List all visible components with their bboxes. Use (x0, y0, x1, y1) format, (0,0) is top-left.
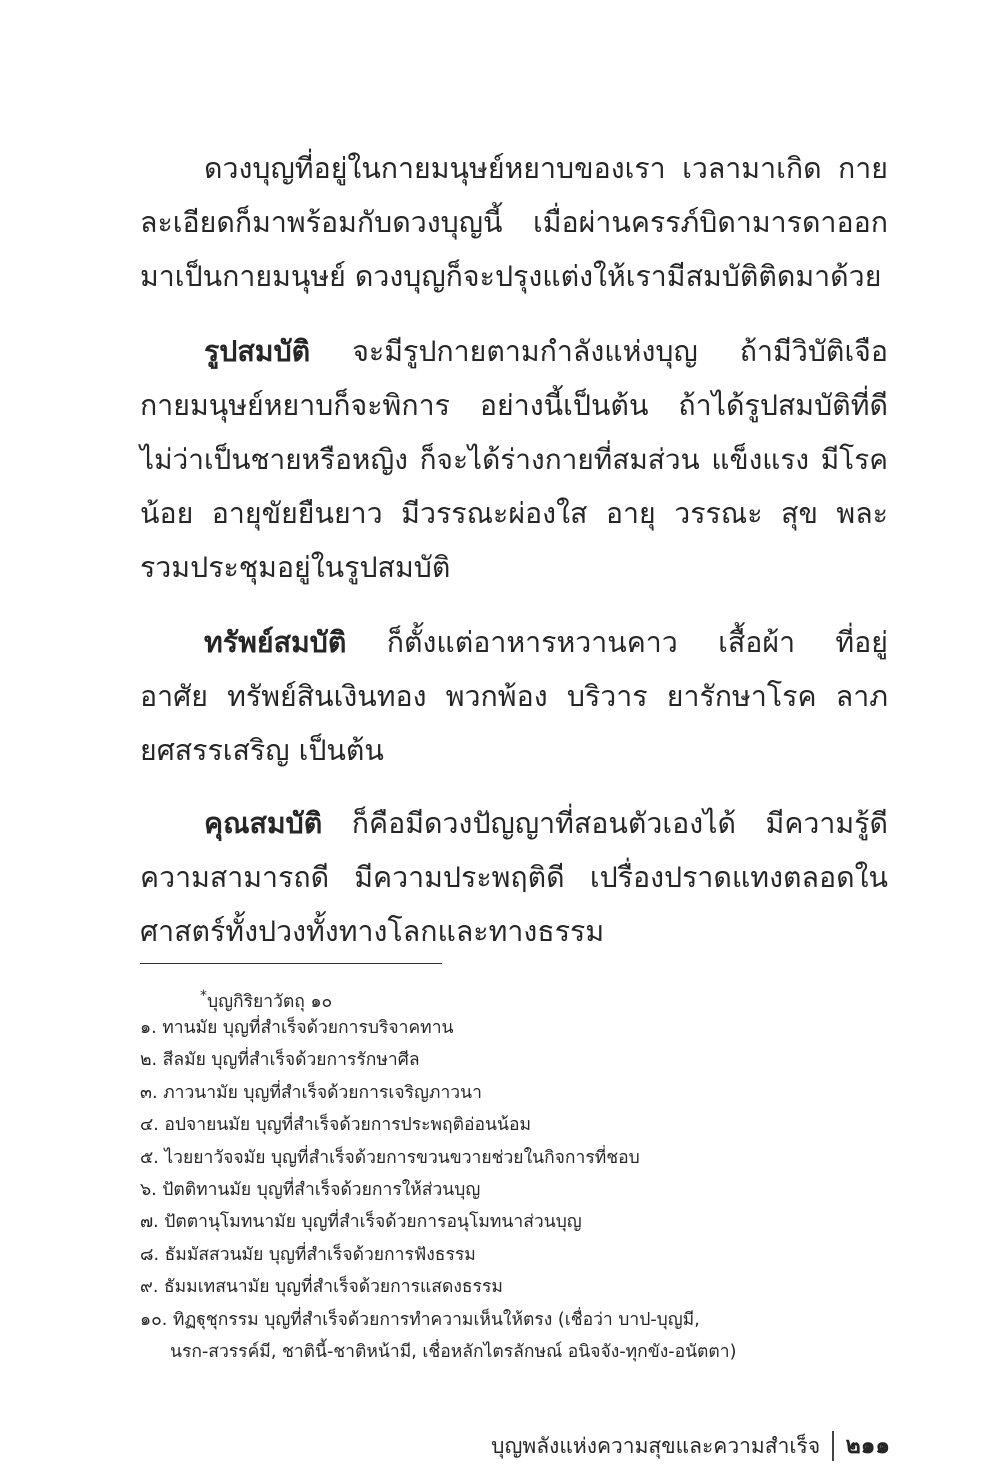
text-line: ความสามารถดี มีความประพฤติดี เปรื่องปราดแทงตลอดใน (140, 861, 888, 894)
footnote-item: ๔. อปจายนมัย บุญที่สำเร็จด้วยการประพฤติอ่อนน้อม (140, 1115, 531, 1136)
footnote-title-text: บุญกิริยาวัตถุ ๑๐ (207, 991, 333, 1012)
text-span: จะมีรูปกายตามกำลังแห่งบุญ ถ้ามีวิบัติเจือ (310, 335, 888, 368)
text-span: ก็ตั้งแต่อาหารหวานคาว เสื้อผ้า ที่อยู่ (346, 626, 888, 659)
text-line: ศาสตร์ทั้งปวงทั้งทางโลกและทางธรรม (140, 915, 605, 948)
text-line: ละเอียดก็มาพร้อมกับดวงบุญนี้ เมื่อผ่านครรภ์บิดามารดาออก (140, 206, 888, 239)
paragraph-khun-sombat (140, 797, 888, 959)
footnote-item: ๘. ธัมมัสสวนมัย บุญที่สำเร็จด้วยการฟังธรรม (140, 1244, 476, 1265)
footer-separator (832, 1431, 834, 1461)
term-heading: ทรัพย์สมบัติ (204, 626, 347, 659)
text-line: กายมนุษย์หยาบก็จะพิการ อย่างนี้เป็นต้น ถ้าได้รูปสมบัติที่ดี (140, 389, 888, 422)
footnote-item: ๑. ทานมัย บุญที่สำเร็จด้วยการบริจาคทาน (140, 1018, 454, 1038)
paragraph-sap-sombat (140, 616, 888, 778)
page-footer (491, 1428, 890, 1464)
term-heading: คุณสมบัติ (204, 807, 323, 840)
footnote-item: ๙. ธัมมเทสนามัย บุญที่สำเร็จด้วยการแสดงธรรม (140, 1277, 503, 1298)
text-line (140, 616, 888, 670)
footnote-title (140, 980, 900, 1012)
page-number: ๒๑๑ (845, 1433, 890, 1459)
text-line: อาศัย ทรัพย์สินเงินทอง พวกพ้อง บริวาร ยารักษาโรค ลาภ (140, 680, 888, 713)
text-line: ยศสรรเสริญ เป็นต้น (140, 734, 384, 767)
footnote-item: ๒. สีลมัย บุญที่สำเร็จด้วยการรักษาศีล (140, 1050, 420, 1071)
footnote-marker: * (200, 988, 207, 1004)
paragraph-intro (140, 142, 888, 304)
text-line: ดวงบุญที่อยู่ในกายมนุษย์หยาบของเรา เวลามาเกิด กาย (204, 152, 888, 185)
paragraph-rupa-sombat (140, 325, 888, 595)
text-line: ไม่ว่าเป็นชายหรือหญิง ก็จะได้ร่างกายที่สมส่วน แข็งแรง มีโรค (140, 443, 888, 476)
text-span: ก็คือมีดวงปัญญาที่สอนตัวเองได้ มีความรู้ดี (322, 807, 888, 840)
footnote-item: ๗. ปัตตานุโมทนามัย บุญที่สำเร็จด้วยการอนุโมทนาส่วนบุญ (140, 1212, 582, 1233)
footnote-item-continuation: นรก-สวรรค์มี, ชาตินี้-ชาติหน้ามี, เชื่อหลักไตรลักษณ์ อนิจจัง-ทุกขัง-อนัตตา) (170, 1341, 737, 1362)
footnote-item: ๑๐. ทิฏฐุชุกรรม บุญที่สำเร็จด้วยการทำความเห็นให้ตรง (เชื่อว่า บาป-บุญมี, (140, 1309, 700, 1330)
footnote-item: ๕. ไวยยาวัจจมัย บุญที่สำเร็จด้วยการขวนขวายช่วยในกิจการที่ชอบ (140, 1147, 640, 1168)
text-line: น้อย อายุขัยยืนยาว มีวรรณะผ่องใส อายุ วรรณะ สุข พละ (140, 497, 888, 530)
text-line: รวมประชุมอยู่ในรูปสมบัติ (140, 551, 451, 584)
footnote (140, 980, 900, 1368)
running-title: บุญพลังแห่งความสุขและความสำเร็จ (491, 1434, 821, 1458)
text-line (140, 325, 888, 379)
footnote-divider (140, 963, 442, 964)
footnote-item: ๓. ภาวนามัย บุญที่สำเร็จด้วยการเจริญภาวนา (140, 1082, 482, 1103)
footnote-item: ๖. ปัตติทานมัย บุญที่สำเร็จด้วยการให้ส่วนบุญ (140, 1179, 481, 1200)
term-heading: รูปสมบัติ (204, 335, 311, 368)
text-line: มาเป็นกายมนุษย์ ดวงบุญก็จะปรุงแต่งให้เรามีสมบัติติดมาด้วย (140, 260, 882, 293)
text-line (140, 797, 888, 851)
